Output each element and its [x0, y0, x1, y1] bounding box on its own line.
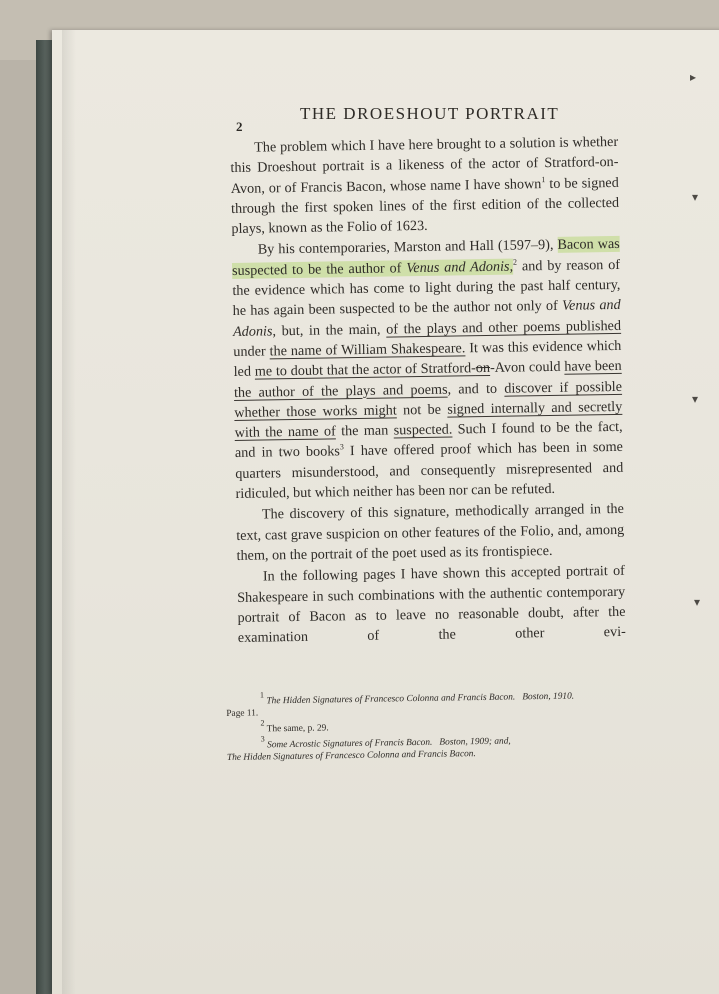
footnote-place: Boston, 1910. [522, 691, 575, 703]
italic-title: Venus and Adonis [232, 297, 621, 340]
page-gutter-shadow [62, 30, 76, 994]
paragraph-2-text: and by reason of the evidence which has come to light during the past half century, he has again been suspected to be the author not only of [232, 256, 621, 320]
footnote-text: The same, p. 29. [266, 723, 329, 735]
paragraph-1-text-rest: to be signed through the first spoken lines of the first edition of the collected plays, known as the Folio of 1623. [230, 174, 620, 238]
paragraph-1-text: The problem which I have here brought to a solution is whether this Droeshout portrait is a likeness of the actor of Stratford-on-Avon, or of Francis Bacon, whose name I have shown [230, 133, 619, 197]
footnote-number: 1 [259, 690, 265, 700]
page-edge-mark: ▾ [694, 595, 701, 609]
body-text [230, 132, 626, 648]
struck-text: on [475, 360, 491, 377]
paragraph-3: The discovery of this signature, methodically arranged in the text, cast grave suspicion on other features of the Folio, and, among them, on the portrait of the poet used as its frontispiece. [236, 501, 625, 564]
underlined-passage [255, 360, 490, 380]
footnote-number: 2 [260, 718, 265, 728]
paragraph-2-text: I have offered proof which has been in some quarters misunderstood, and consequently misrepresented and ridiculed, but which neither has been nor can be refuted. [235, 439, 624, 503]
page-edge-mark: ▾ [692, 392, 699, 406]
page-number: 2 [236, 119, 243, 134]
italic-title: Venus and Adonis [406, 258, 510, 277]
footnote-place: Boston, 1909; and, [439, 736, 511, 748]
footnote-2 [226, 718, 618, 736]
underlined-passage: signed internally and secretly with the name of [234, 398, 623, 442]
paragraph-4: In the following pages I have shown this accepted portrait of Shakespeare in such combinations with the authentic contemporary portrait of Bacon as to leave no reasonable doubt, after the examination of the other evi- [237, 563, 626, 647]
underlined-passage: have been the author of the plays and poems [233, 358, 622, 401]
page-edge-mark: ▸ [690, 70, 697, 84]
paragraph-2-text: not be [396, 401, 448, 419]
underlined-passage: of the plays and other poems published [386, 317, 622, 338]
footnote-ref-3: 3 [339, 442, 344, 452]
footnote-title: Some Acrostic Signatures of Francis Bacon. [267, 737, 433, 751]
underlined-passage: discover if possible whether those works might [234, 378, 623, 421]
paragraph-2-text: By his contemporaries, Marston and Hall (1597–9), [257, 237, 558, 259]
footnotes [226, 690, 619, 768]
underlined-text: me to doubt that the actor of Stratford- [254, 360, 476, 380]
paragraph-2-text: -Avon could [489, 359, 565, 377]
underlined-passage: the name of William Shakespeare. [269, 340, 466, 360]
footnote-number: 3 [260, 734, 265, 744]
paragraph-2-text: It was this evidence which led [233, 337, 622, 381]
paragraph-2-text: , and to [447, 380, 505, 398]
paragraph-1 [230, 132, 620, 240]
paragraph-2-text: Such I found to be the fact, and in two books [234, 419, 623, 462]
highlighted-text: Bacon was suspected to be the author of [231, 236, 620, 279]
running-title: THE DROESHOUT PORTRAIT [300, 104, 560, 123]
page-edge-mark: ▾ [692, 190, 699, 204]
paragraph-2 [232, 234, 624, 504]
paragraph-2-text: , but, in the main, [272, 321, 387, 340]
paragraph-2-text: under [233, 343, 270, 360]
paragraph-2-text: the man [335, 422, 394, 440]
footnote-1 [226, 690, 618, 720]
underlined-passage: suspected. [393, 421, 453, 439]
footnote-title: The Hidden Signatures of Francesco Colonna and Francis Bacon. [266, 692, 516, 707]
footnote-ref-1: 1 [541, 174, 546, 184]
footnote-3 [227, 734, 619, 764]
footnote-ref-2: 2 [512, 257, 518, 267]
footnote-title: The Hidden Signatures of Francesco Colonna and Francis Bacon. [226, 749, 476, 763]
highlighted-passage: Bacon was suspected to be the author of Venus and Adonis, [231, 236, 620, 279]
footnote-page: Page 11. [226, 708, 259, 719]
